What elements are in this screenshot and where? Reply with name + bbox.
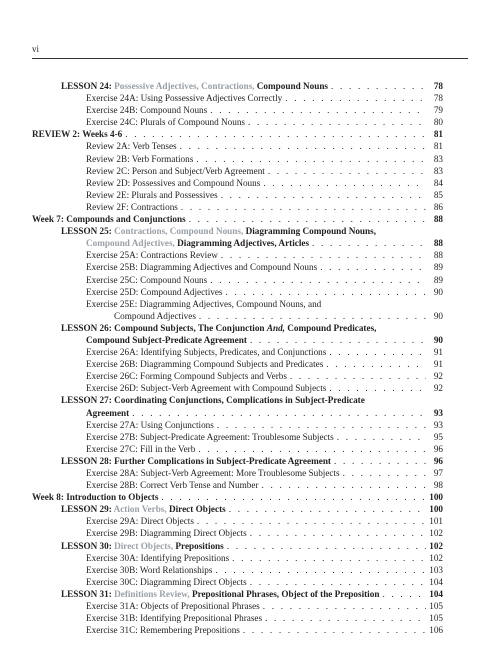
toc-title-segment: Exercise 24A: Using Possessive Adjectives Correctly: [86, 93, 283, 104]
toc-review-topic: Action Verbs,: [113, 504, 169, 515]
toc-entry-title: [86, 237, 309, 249]
toc-leader-dots: [215, 564, 426, 576]
toc-title-segment: Exercise 28B: Correct Verb Tense and Number: [86, 480, 259, 491]
toc-title-segment: LESSON 28: Further Complications in Subject-Predicate Agreement: [61, 455, 331, 466]
toc-leader-dots: [210, 104, 426, 116]
toc-entry-title: [86, 286, 223, 298]
toc-leader-dots: [199, 310, 426, 322]
toc-page-number: 96: [433, 443, 443, 454]
toc-entry-title: [86, 624, 240, 636]
table-of-contents: [32, 80, 443, 636]
toc-leader-dots: [161, 491, 426, 503]
toc-page-number: 89: [433, 274, 443, 285]
toc-entry: [32, 479, 443, 491]
toc-entry-title: [32, 491, 158, 503]
toc-title-segment: Exercise 26C: Forming Compound Subjects and Verbs: [86, 371, 287, 382]
toc-entry-title: [32, 128, 122, 140]
toc-entry: [32, 382, 443, 394]
toc-title-segment: Exercise 26B: Diagramming Compound Subjects and Predicates: [86, 359, 324, 370]
toc-title-segment: Exercise 24B: Compound Nouns: [86, 105, 208, 116]
toc-entry-title: [86, 165, 265, 177]
toc-entry: [32, 298, 443, 310]
toc-entry-title: [61, 588, 379, 600]
toc-title-segment: LESSON 24:: [61, 81, 115, 91]
toc-entry: [32, 540, 443, 552]
toc-page-number: 88: [433, 214, 443, 225]
toc-entry-title: [86, 358, 323, 370]
toc-leader-dots: [331, 80, 426, 92]
toc-entry-title: [86, 298, 321, 310]
toc-entry-title: [61, 455, 331, 467]
toc-page-number: 90: [433, 286, 443, 297]
toc-title-segment: Exercise 28A: Subject-Verb Agreement: More Troublesome Subjects: [86, 468, 340, 478]
toc-title-segment: LESSON 31:: [61, 588, 115, 599]
toc-entry-title: [86, 419, 214, 431]
toc-entry: [32, 358, 443, 370]
toc-page-number: 84: [433, 177, 443, 188]
toc-title-segment: Exercise 30B: Word Relationships: [86, 564, 213, 575]
toc-leader-dots: [221, 249, 426, 261]
toc-leader-dots: [250, 527, 426, 539]
toc-leader-dots: [210, 274, 426, 286]
toc-page-number: 100: [429, 492, 443, 503]
toc-entry: [32, 128, 443, 140]
toc-page-number: 89: [433, 262, 443, 273]
toc-entry-title: [61, 80, 328, 92]
toc-page-number: 91: [433, 359, 443, 370]
toc-leader-dots: [382, 588, 426, 600]
toc-title-segment: Direct Objects: [168, 504, 226, 515]
toc-entry-title: [86, 407, 129, 419]
toc-title-segment: Exercise 30A: Identifying Prepositions: [86, 552, 230, 563]
toc-entry: [32, 334, 443, 346]
toc-leader-dots: [217, 419, 426, 431]
toc-title-segment: Exercise 31A: Objects of Prepositional Phrases: [86, 601, 260, 612]
toc-review-topic: Contractions, Compound Nouns,: [114, 226, 246, 237]
toc-page-number: 106: [429, 625, 443, 636]
toc-title-segment: Exercise 26A: Identifying Subjects, Predicates, and Conjunctions: [86, 347, 327, 358]
toc-title-segment: Exercise 25B: Diagramming Adjectives and Compound Nouns: [86, 262, 318, 273]
toc-title-segment: Exercise 27A: Using Conjunctions: [86, 419, 214, 430]
toc-review-topic: Compound Adjectives,: [86, 238, 178, 249]
toc-entry-title: [86, 527, 247, 539]
toc-page-number: 102: [429, 540, 443, 551]
toc-page-number: 97: [433, 468, 443, 478]
toc-leader-dots: [248, 116, 426, 128]
toc-page-number: 104: [429, 588, 443, 599]
toc-page-number: 81: [433, 141, 443, 152]
toc-title-segment: Review 2C: Person and Subject/Verb Agreement: [86, 165, 265, 176]
toc-entry: [32, 576, 443, 588]
toc-page-number: 100: [429, 504, 443, 515]
toc-page-number: 93: [433, 407, 443, 418]
toc-entry-title: [61, 503, 226, 515]
toc-title-segment: Week 7: Compounds and Conjunctions: [32, 214, 186, 225]
toc-entry: [32, 274, 443, 286]
toc-page-number: 79: [433, 105, 443, 116]
toc-entry-title: [86, 261, 317, 273]
toc-leader-dots: [343, 467, 426, 479]
toc-entry: [32, 225, 443, 237]
toc-entry: [32, 564, 443, 576]
toc-title-segment: Prepositional Phrases, Object of the Preposition: [191, 588, 380, 599]
toc-title-segment: Compound Nouns: [256, 81, 329, 91]
toc-title-segment: Agreement: [86, 407, 130, 418]
toc-title-segment: REVIEW 2: Weeks 4-6: [32, 129, 123, 140]
toc-entry-title: [61, 225, 376, 237]
toc-entry: [32, 552, 443, 564]
toc-entry-title: [86, 552, 229, 564]
toc-leader-dots: [312, 237, 426, 249]
toc-entry-title: [86, 274, 207, 286]
toc-title-segment: Review 2B: Verb Formations: [86, 153, 194, 164]
toc-title-segment: LESSON 26: Compound Subjects, The Conjunction: [61, 322, 267, 333]
toc-review-topic: Direct Objects,: [114, 540, 176, 551]
toc-page-number: 104: [429, 576, 443, 587]
toc-title-segment: Exercise 25C: Compound Nouns: [86, 274, 208, 285]
toc-page-number: 102: [429, 552, 443, 563]
toc-entry: [32, 104, 443, 116]
toc-title-segment: Exercise 24C: Plurals of Compound Nouns: [86, 117, 245, 128]
toc-title-segment: Exercise 27C: Fill in the Verb: [86, 443, 196, 454]
toc-title-segment: Exercise 29A: Direct Objects: [86, 516, 194, 527]
toc-leader-dots: [243, 624, 426, 636]
toc-page-number: 105: [429, 613, 443, 624]
toc-page-number: 91: [433, 347, 443, 358]
toc-title-segment: Review 2E: Plurals and Possessives: [86, 189, 218, 200]
toc-entry-title: [86, 431, 334, 443]
toc-entry: [32, 346, 443, 358]
toc-leader-dots: [227, 540, 426, 552]
toc-entry: [32, 213, 443, 225]
toc-entry: [32, 177, 443, 189]
toc-leader-dots: [329, 382, 426, 394]
toc-entry-title: [61, 540, 224, 552]
toc-title-segment: Compound Subject-Predicate Agreement: [86, 334, 247, 345]
toc-title-segment: Compound Adjectives: [114, 310, 196, 321]
toc-entry: [32, 503, 443, 515]
toc-entry-title: [61, 394, 365, 406]
toc-page-number: 81: [433, 129, 443, 140]
toc-entry-title: [86, 467, 340, 479]
toc-leader-dots: [196, 153, 426, 165]
toc-entry-title: [86, 189, 218, 201]
toc-title-segment: Review 2A: Verb Tenses: [86, 141, 177, 152]
toc-entry: [32, 515, 443, 527]
toc-entry: [32, 237, 443, 249]
toc-page-number: 83: [433, 165, 443, 176]
toc-leader-dots: [197, 515, 426, 527]
toc-title-segment: LESSON 25:: [61, 226, 115, 237]
toc-entry: [32, 443, 443, 455]
toc-page-number: 86: [433, 201, 443, 212]
toc-entry-title: [86, 116, 245, 128]
toc-entry: [32, 600, 443, 612]
toc-title-segment: And,: [266, 322, 285, 333]
toc-entry-title: [86, 346, 326, 358]
toc-entry-title: [86, 334, 247, 346]
toc-page-number: 103: [429, 564, 443, 575]
toc-page-number: 83: [433, 153, 443, 164]
toc-title-segment: Exercise 31C: Remembering Prepositions: [86, 625, 240, 636]
toc-entry: [32, 189, 443, 201]
toc-page-number: 93: [433, 419, 443, 430]
header-rule: [32, 58, 468, 59]
toc-page-number: 88: [433, 250, 443, 261]
toc-entry-title: [86, 382, 326, 394]
toc-review-topic: Possessive Adjectives, Contractions,: [114, 81, 257, 91]
toc-entry-title: [86, 177, 260, 189]
toc-entry-title: [114, 310, 196, 322]
toc-page-number: 78: [433, 93, 443, 104]
toc-page-number: 101: [429, 516, 443, 527]
toc-review-topic: Definitions Review,: [114, 588, 192, 599]
toc-leader-dots: [189, 213, 426, 225]
toc-page-number: 80: [433, 117, 443, 128]
toc-entry: [32, 92, 443, 104]
toc-page-number: 98: [433, 480, 443, 491]
toc-entry: [32, 140, 443, 152]
toc-entry-title: [86, 92, 282, 104]
toc-entry: [32, 249, 443, 261]
toc-leader-dots: [250, 334, 426, 346]
toc-entry-title: [86, 515, 194, 527]
toc-leader-dots: [263, 600, 426, 612]
toc-entry: [32, 491, 443, 503]
toc-leader-dots: [334, 455, 426, 467]
toc-entry: [32, 431, 443, 443]
toc-entry: [32, 165, 443, 177]
toc-leader-dots: [263, 177, 426, 189]
toc-title-segment: LESSON 27: Coordinating Conjunctions, Complications in Subject-Predicate: [61, 395, 365, 406]
toc-entry-title: [86, 153, 193, 165]
toc-entry-title: [86, 140, 177, 152]
toc-leader-dots: [265, 612, 426, 624]
toc-leader-dots: [232, 552, 426, 564]
toc-entry-title: [86, 479, 259, 491]
toc-leader-dots: [198, 443, 426, 455]
toc-leader-dots: [268, 165, 426, 177]
toc-leader-dots: [226, 286, 426, 298]
toc-leader-dots: [290, 370, 426, 382]
toc-entry: [32, 370, 443, 382]
toc-entry: [32, 419, 443, 431]
toc-entry: [32, 322, 443, 334]
toc-title-segment: Exercise 27B: Subject-Predicate Agreement: Troublesome Subjects: [86, 431, 334, 442]
toc-title-segment: Exercise 26D: Subject-Verb Agreement with Compound Subjects: [86, 383, 327, 394]
toc-entry: [32, 286, 443, 298]
toc-title-segment: Exercise 25D: Compound Adjectives: [86, 286, 223, 297]
toc-title-segment: LESSON 29:: [61, 504, 114, 515]
toc-entry-title: [32, 213, 186, 225]
toc-title-segment: Exercise 31B: Identifying Prepositional Phrases: [86, 613, 263, 624]
toc-entry: [32, 261, 443, 273]
toc-title-segment: Compound Predicates,: [284, 322, 377, 333]
toc-leader-dots: [132, 407, 426, 419]
toc-entry: [32, 80, 443, 92]
toc-entry-title: [86, 370, 287, 382]
toc-leader-dots: [326, 358, 426, 370]
toc-entry: [32, 153, 443, 165]
toc-title-segment: Exercise 29B: Diagramming Direct Objects: [86, 528, 247, 539]
toc-entry: [32, 612, 443, 624]
toc-title-segment: Exercise 30C: Diagramming Direct Objects: [86, 576, 247, 587]
toc-leader-dots: [229, 503, 426, 515]
toc-page-number: 95: [433, 431, 443, 442]
toc-entry: [32, 310, 443, 322]
toc-title-segment: Exercise 25E: Diagramming Adjectives, Compound Nouns, and: [86, 298, 322, 309]
toc-page-number: 90: [433, 310, 443, 321]
toc-entry: [32, 455, 443, 467]
toc-title-segment: Prepositions: [175, 540, 224, 551]
toc-title-segment: Week 8: Introduction to Objects: [32, 492, 159, 503]
toc-entry: [32, 527, 443, 539]
toc-page-number: 102: [429, 528, 443, 539]
page-folio: vi: [32, 44, 40, 54]
toc-leader-dots: [221, 189, 426, 201]
toc-entry-title: [86, 443, 195, 455]
toc-entry-title: [86, 600, 260, 612]
toc-page-number: 90: [433, 334, 443, 345]
toc-leader-dots: [180, 140, 426, 152]
toc-entry-title: [86, 249, 218, 261]
toc-leader-dots: [250, 576, 426, 588]
toc-entry-title: [86, 104, 207, 116]
toc-leader-dots: [125, 128, 426, 140]
toc-entry: [32, 624, 443, 636]
toc-title-segment: Exercise 25A: Contractions Review: [86, 250, 218, 261]
toc-leader-dots: [337, 431, 426, 443]
toc-leader-dots: [285, 92, 426, 104]
toc-entry: [32, 467, 443, 479]
toc-page-number: 88: [433, 238, 443, 249]
toc-page-number: 105: [429, 601, 443, 612]
toc-title-segment: LESSON 30:: [61, 540, 115, 551]
toc-leader-dots: [329, 346, 426, 358]
toc-entry-title: [86, 564, 212, 576]
toc-entry: [32, 201, 443, 213]
toc-page-number: 85: [433, 189, 443, 200]
toc-title-segment: Review 2D: Possessives and Compound Nouns: [86, 177, 261, 188]
toc-page-number: 78: [433, 81, 443, 91]
toc-entry-title: [86, 576, 247, 588]
toc-title-segment: Diagramming Adjectives, Articles: [177, 238, 310, 249]
toc-leader-dots: [262, 479, 426, 491]
toc-page-number: 92: [433, 371, 443, 382]
toc-entry: [32, 407, 443, 419]
toc-entry-title: [61, 322, 376, 334]
toc-entry: [32, 394, 443, 406]
toc-entry-title: [86, 201, 178, 213]
toc-leader-dots: [320, 261, 426, 273]
toc-title-segment: Review 2F: Contractions: [86, 201, 178, 212]
toc-title-segment: Diagramming Compound Nouns,: [245, 226, 377, 237]
toc-page-number: 96: [433, 455, 443, 466]
toc-entry: [32, 588, 443, 600]
toc-page-number: 92: [433, 383, 443, 394]
toc-entry-title: [86, 612, 262, 624]
toc-entry: [32, 116, 443, 128]
toc-leader-dots: [181, 201, 426, 213]
